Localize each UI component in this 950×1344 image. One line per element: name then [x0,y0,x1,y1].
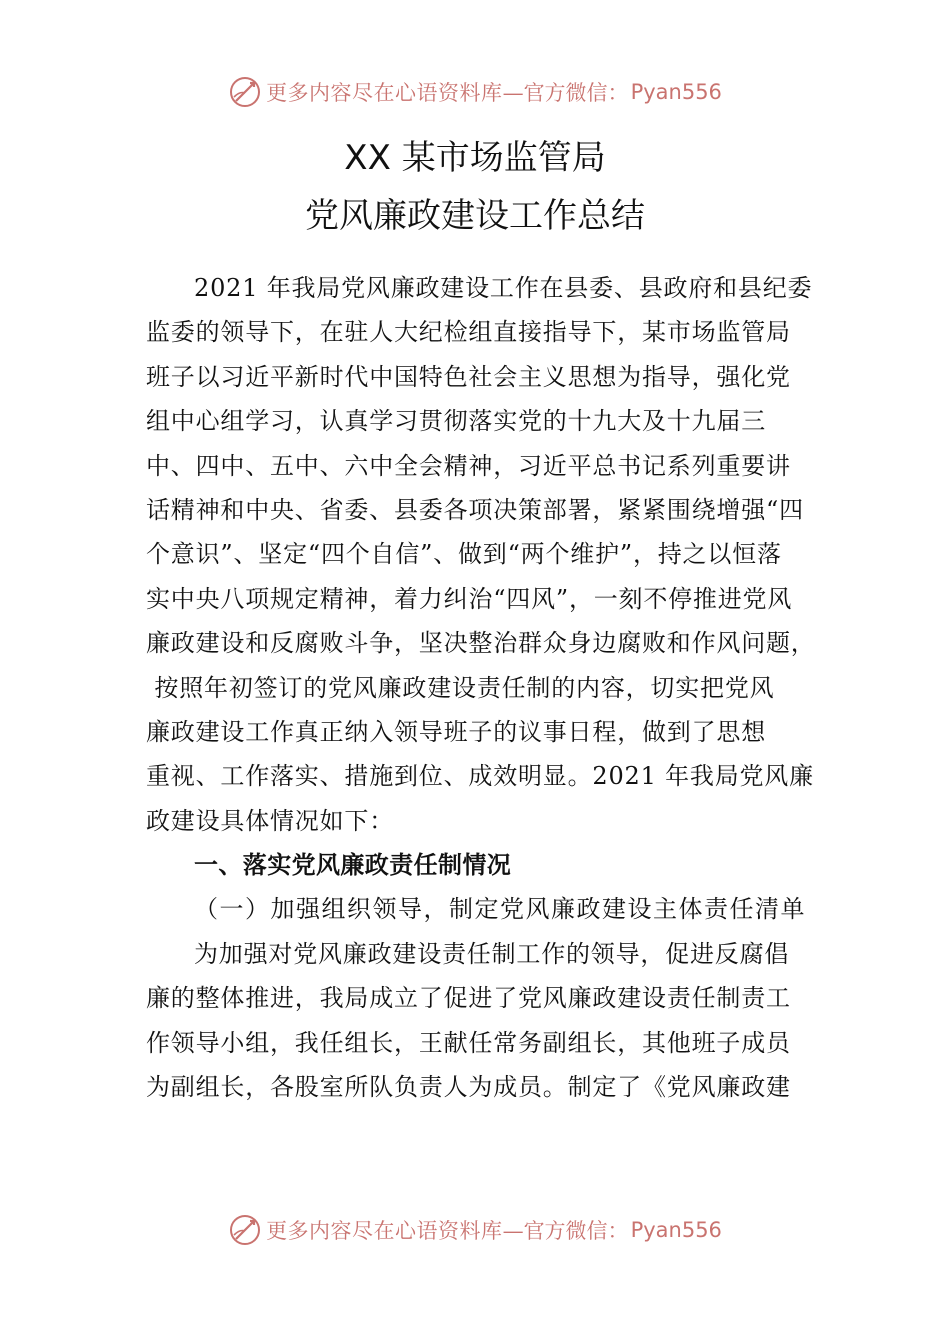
body-line: 个意识”、坚定“四个自信”、做到“两个维护”，持之以恒落 [146,540,782,569]
body-line: 监委的领导下，在驻人大纪检组直接指导下，某市场监管局 [146,318,791,347]
body-line: 按照年初签订的党风廉政建设责任制的内容，切实把党风 [146,673,775,702]
section-heading: 一、落实党风廉政责任制情况 [194,851,512,880]
body-line: 中、四中、五中、六中全会精神，习近平总书记系列重要讲 [146,451,791,480]
pen-logo-icon [228,1213,262,1247]
subsection-heading: （一）加强组织领导，制定党风廉政建设主体责任清单 [194,895,806,924]
watermark-id-text: Pyan556 [630,1218,722,1242]
body-line: 为加强对党风廉政建设责任制工作的领导，促进反腐倡 [194,939,790,968]
watermark-main-text: 更多内容尽在心语资料库 [266,1219,503,1243]
body-line: 组中心组学习，认真学习贯彻落实党的十九大及十九届三 [146,407,766,436]
body-line: 话精神和中央、省委、县委各项决策部署，紧紧围绕增强“四 [146,495,804,524]
pen-logo-icon [228,75,262,109]
watermark-sub-text: —官方微信： [502,1219,629,1243]
body-line: 廉的整体推进，我局成立了促进了党风廉政建设责任制责工 [146,984,791,1013]
watermark-main-text: 更多内容尽在心语资料库 [266,81,503,105]
footer-watermark [0,1210,950,1250]
body-line: 廉政建设和反腐败斗争，坚决整治群众身边腐败和作风问题， [146,629,816,658]
body-line: 实中央八项规定精神，着力纠治“四风”，一刻不停推进党风 [146,584,793,613]
watermark-sub-text: —官方微信： [502,81,629,105]
body-line: 廉政建设工作真正纳入领导班子的议事日程，做到了思想 [146,717,766,746]
watermark-id-text: Pyan556 [630,80,722,104]
header-watermark [0,72,950,112]
body-line: 为副组长，各股室所队负责人为成员。制定了《党风廉政建 [146,1073,791,1102]
body-line: 政建设具体情况如下： [146,806,394,835]
body-line: 班子以习近平新时代中国特色社会主义思想为指导，强化党 [146,362,791,391]
document-title-line1: XX 某市场监管局 [344,138,606,178]
document-body [146,266,816,1109]
document-title-line2: 党风廉政建设工作总结 [305,196,645,236]
body-line: 2021 年我局党风廉政建设工作在县委、县政府和县纪委 [194,274,813,302]
body-line: 作领导小组，我任组长，王献任常务副组长，其他班子成员 [146,1028,791,1057]
body-line: 重视、工作落实、措施到位、成效明显。2021 年我局党风廉 [146,762,814,791]
